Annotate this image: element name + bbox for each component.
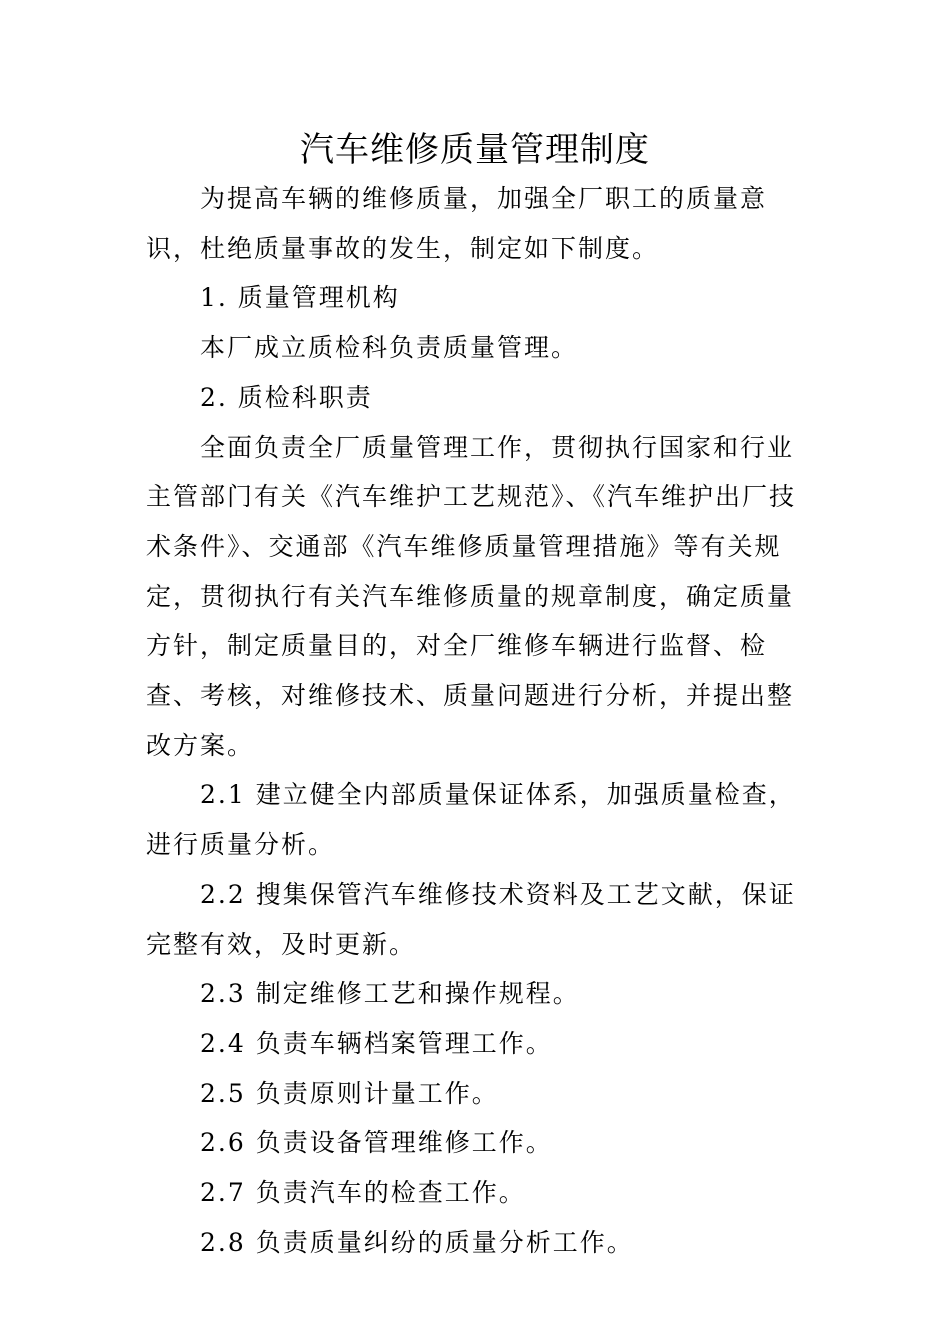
item-2-1: 2.1 建立健全内部质量保证体系，加强质量检查，进行质量分析。 [146,780,796,860]
item-2-4: 2.4 负责车辆档案管理工作。 [200,1028,553,1058]
section-2-paragraph: 全面负责全厂质量管理工作，贯彻执行国家和行业主管部门有关《汽车维护工艺规范》、《汽车维护出厂技术条件》、交通部《汽车维修质量管理措施》等有关规定，贯彻执行有关汽车维修质量的规章制度，确定质量方针，制定质量目的，对全厂维修车辆进行监督、检查、考核，对维修技术、质量问题进行分析，并提出整改方案。 [146,432,797,760]
item-2-8: 2.8 负责质量纠纷的质量分析工作。 [200,1227,634,1257]
section-heading-1: 1. 质量管理机构 [200,283,400,313]
item-2-3: 2.3 制定维修工艺和操作规程。 [200,979,580,1009]
item-2-6: 2.6 负责设备管理维修工作。 [200,1128,553,1158]
document-body [146,174,806,1267]
section-heading-2: 2. 质检科职责 [200,382,373,412]
document-title: 汽车维修质量管理制度 [300,130,650,170]
item-2-7: 2.7 负责汽车的检查工作。 [200,1178,526,1208]
item-2-2: 2.2 搜集保管汽车维修技术资料及工艺文献，保证完整有效，及时更新。 [146,879,796,959]
section-1-paragraph: 本厂成立质检科负责质量管理。 [200,333,579,363]
intro-paragraph: 为提高车辆的维修质量，加强全厂职工的质量意识，杜绝质量事故的发生，制定如下制度。 [146,184,768,263]
item-2-5: 2.5 负责原则计量工作。 [200,1078,499,1108]
